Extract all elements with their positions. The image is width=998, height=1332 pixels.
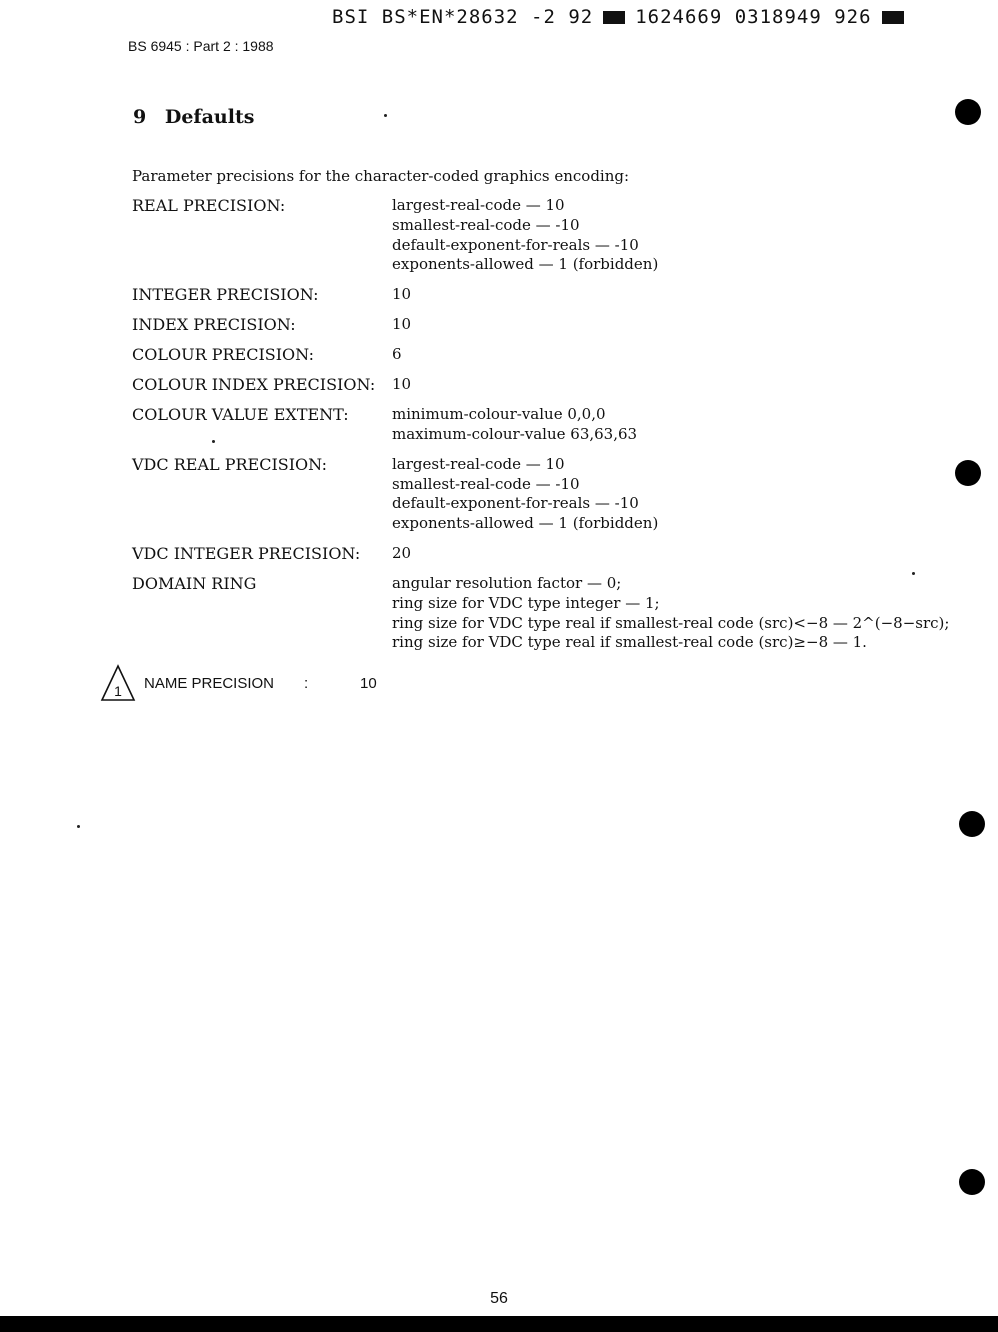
parameter-row [132,455,952,534]
amendment-marker: 1 [114,683,122,699]
amendment-triangle-icon [100,664,136,702]
parameter-value: angular resolution factor — 0; [392,573,622,592]
page-number: 56 [490,1290,508,1307]
parameter-values [392,315,411,335]
parameter-value: ring size for VDC type real if smallest-real code (src)≥−8 — 1. [392,633,867,652]
parameter-label: VDC REAL PRECISION: [132,454,327,474]
parameter-value: 20 [392,543,412,562]
scan-block-mark [882,11,904,24]
parameter-value: minimum-colour-value 0,0,0 [392,405,606,424]
punch-hole [955,460,981,486]
scan-bottom-edge [0,1316,998,1332]
parameter-row [132,544,952,564]
scan-code-left: BSI BS*EN*28632 -2 92 [332,6,594,28]
amendment-separator: : [304,674,309,692]
scan-speck [77,825,80,828]
parameter-row [132,345,952,365]
parameter-row [132,196,952,275]
punch-hole [959,811,985,837]
parameter-values [392,375,411,395]
parameter-label: COLOUR PRECISION: [132,345,314,365]
parameter-value: exponents-allowed — 1 (forbidden) [392,255,659,274]
parameter-label: COLOUR INDEX PRECISION: [132,375,376,395]
parameter-value: default-exponent-for-reals — -10 [392,235,639,254]
parameter-value: 10 [392,315,412,334]
scan-header-code [332,6,932,28]
parameter-row [132,405,952,445]
amendment-value: 10 [360,674,377,692]
parameter-value: default-exponent-for-reals — -10 [392,494,639,513]
parameter-value: maximum-colour-value 63,63,63 [392,424,638,443]
parameter-values [392,405,637,445]
amendment-label: NAME PRECISION [144,674,275,692]
parameter-row [132,375,952,395]
parameter-value: exponents-allowed — 1 (forbidden) [392,514,659,533]
standard-reference: BS 6945 : Part 2 : 1988 [128,38,274,54]
parameter-values [392,285,411,305]
parameter-row [132,574,952,653]
parameter-label: INDEX PRECISION: [132,315,296,335]
scan-speck [912,572,915,575]
parameter-label: VDC INTEGER PRECISION: [132,543,361,563]
parameter-value: 6 [392,345,402,364]
parameter-values [392,196,658,275]
parameter-values [392,345,402,365]
parameter-value: smallest-real-code — -10 [392,474,580,493]
punch-hole [959,1169,985,1195]
parameter-value: 10 [392,375,412,394]
parameter-values [392,574,949,653]
section-heading [133,106,254,128]
section-intro: Parameter precisions for the character-coded graphics encoding: [132,167,630,185]
parameter-label: REAL PRECISION: [132,196,286,215]
scan-block-mark [603,11,625,24]
parameter-label: COLOUR VALUE EXTENT: [132,405,349,425]
amendment-note [100,664,377,702]
parameter-value: smallest-real-code — -10 [392,215,580,234]
parameter-list [132,196,952,663]
parameter-values [392,455,658,534]
parameter-label: DOMAIN RING [132,573,257,593]
parameter-values [392,544,411,564]
scan-speck [212,440,215,443]
parameter-value: ring size for VDC type integer — 1; [392,593,660,612]
section-number: 9 [133,106,147,128]
scan-code-right: 1624669 0318949 926 [635,6,872,28]
parameter-value: ring size for VDC type real if smallest-real code (src)<−8 — 2^(−8−src); [392,613,950,632]
scan-speck [384,114,387,117]
parameter-row [132,285,952,305]
parameter-row [132,315,952,335]
parameter-value: largest-real-code — 10 [392,454,565,473]
section-title: Defaults [164,106,255,128]
parameter-value: 10 [392,285,412,304]
parameter-value: largest-real-code — 10 [392,196,565,214]
parameter-label: INTEGER PRECISION: [132,285,319,305]
punch-hole [955,99,981,125]
